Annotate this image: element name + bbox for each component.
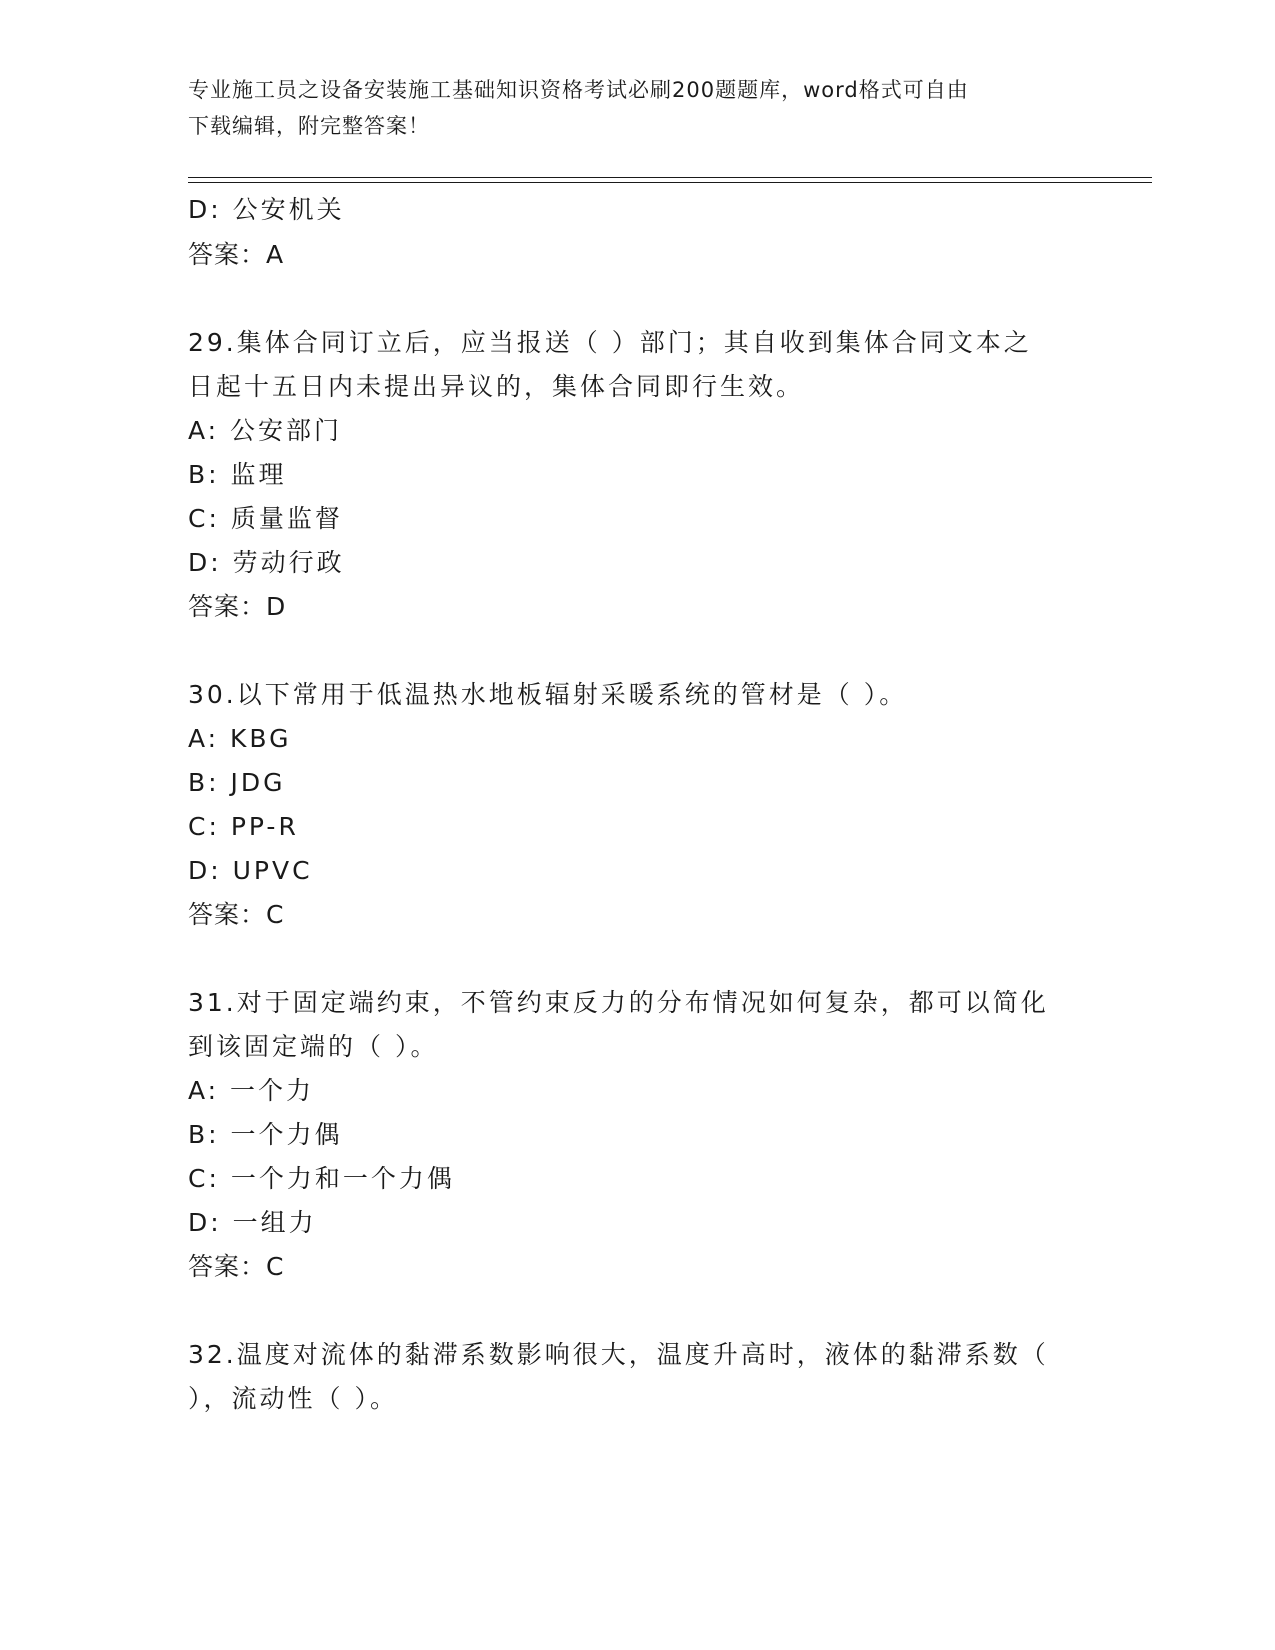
header-title-line-2: 下载编辑，附完整答案！ — [188, 114, 430, 138]
q31-option-a: A: 一个力 — [188, 1076, 315, 1105]
q32-stem-line-1: 32.温度对流体的黏滞系数影响很大，温度升高时，液体的黏滞系数（ — [188, 1340, 1049, 1369]
q30-option-d: D: UPVC — [188, 856, 313, 885]
q31-answer: 答案：C — [188, 1252, 285, 1281]
header-title-line-1: 专业施工员之设备安装施工基础知识资格考试必刷200题题库，word格式可自由 — [188, 78, 969, 102]
q30-option-c: C: PP-R — [188, 812, 299, 841]
q29-option-a: A: 公安部门 — [188, 416, 343, 445]
q29-stem-line-1: 29.集体合同订立后，应当报送（ ）部门；其自收到集体合同文本之 — [188, 328, 1032, 357]
q30-option-b: B: JDG — [188, 768, 286, 797]
q31-option-b: B: 一个力偶 — [188, 1120, 343, 1149]
prev-answer: 答案：A — [188, 240, 285, 269]
q30-option-a: A: KBG — [188, 724, 292, 753]
q29-stem-line-2: 日起十五日内未提出异议的，集体合同即行生效。 — [188, 372, 805, 401]
q31-option-c: C: 一个力和一个力偶 — [188, 1164, 455, 1193]
header-divider-top — [188, 177, 1152, 178]
q31-option-d: D: 一组力 — [188, 1208, 317, 1237]
header-divider-bottom — [188, 182, 1152, 183]
q31-stem-line-1: 31.对于固定端约束，不管约束反力的分布情况如何复杂，都可以简化 — [188, 988, 1049, 1017]
document-header — [188, 72, 1088, 144]
q30-stem-line-1: 30.以下常用于低温热水地板辐射采暖系统的管材是（ ）。 — [188, 680, 908, 709]
prev-option-d: D: 公安机关 — [188, 195, 345, 224]
q31-stem-line-2: 到该固定端的（ ）。 — [188, 1032, 439, 1061]
q32-stem-line-2: ），流动性（ ）。 — [188, 1384, 398, 1413]
q29-option-c: C: 质量监督 — [188, 504, 343, 533]
q29-answer: 答案：D — [188, 592, 287, 621]
q29-option-b: B: 监理 — [188, 460, 287, 489]
q29-option-d: D: 劳动行政 — [188, 548, 345, 577]
q30-answer: 答案：C — [188, 900, 285, 929]
